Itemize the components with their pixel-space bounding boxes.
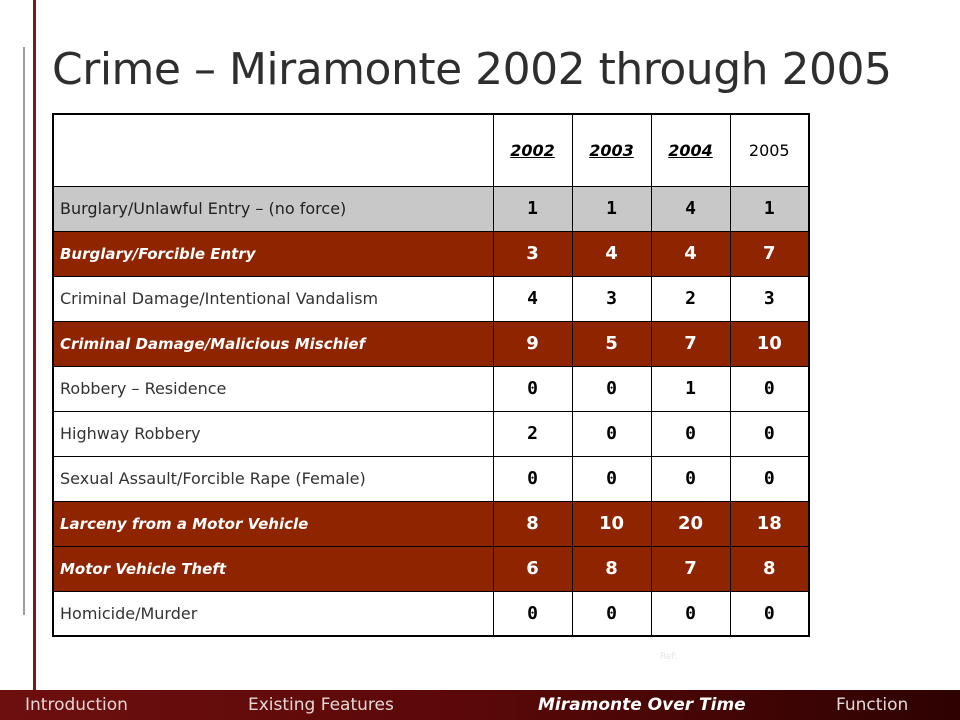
nav-introduction[interactable]: Introduction (25, 695, 128, 715)
table-row (53, 591, 809, 636)
cell-2003: 4 (572, 231, 651, 276)
table-row (53, 501, 809, 546)
table-row (53, 276, 809, 321)
table-row (53, 366, 809, 411)
cell-2005: 10 (730, 321, 809, 366)
row-label: Sexual Assault/Forcible Rape (Female) (53, 456, 493, 501)
cell-2005: 7 (730, 231, 809, 276)
table-row (53, 231, 809, 276)
row-label: Larceny from a Motor Vehicle (53, 501, 493, 546)
cell-2005: 3 (730, 276, 809, 321)
cell-2002: 0 (493, 591, 572, 636)
cell-2003: 3 (572, 276, 651, 321)
cell-2002: 6 (493, 546, 572, 591)
cell-2004: 4 (651, 231, 730, 276)
cell-2002: 0 (493, 456, 572, 501)
cell-2002: 3 (493, 231, 572, 276)
table-row (53, 411, 809, 456)
row-label: Criminal Damage/Intentional Vandalism (53, 276, 493, 321)
cell-2003: 1 (572, 186, 651, 231)
cell-2003: 5 (572, 321, 651, 366)
cell-2002: 4 (493, 276, 572, 321)
table-header-row (53, 114, 809, 186)
row-label: Motor Vehicle Theft (53, 546, 493, 591)
row-label: Burglary/Unlawful Entry – (no force) (53, 186, 493, 231)
crime-table (52, 113, 810, 637)
table-row (53, 456, 809, 501)
row-label: Robbery – Residence (53, 366, 493, 411)
cell-2005: 8 (730, 546, 809, 591)
cell-2004: 4 (651, 186, 730, 231)
year-header-2005: 2005 (730, 114, 809, 186)
cell-2004: 0 (651, 411, 730, 456)
nav-existing-features[interactable]: Existing Features (248, 695, 394, 715)
cell-2003: 8 (572, 546, 651, 591)
year-header-2003: 2003 (572, 114, 651, 186)
cell-2003: 10 (572, 501, 651, 546)
row-label: Burglary/Forcible Entry (53, 231, 493, 276)
row-label: Homicide/Murder (53, 591, 493, 636)
nav-function[interactable]: Function (836, 695, 909, 715)
cell-2003: 0 (572, 456, 651, 501)
cell-2003: 0 (572, 591, 651, 636)
cell-2004: 0 (651, 456, 730, 501)
cell-2004: 2 (651, 276, 730, 321)
cell-2002: 2 (493, 411, 572, 456)
footer-nav-bar (0, 690, 960, 720)
cell-2002: 0 (493, 366, 572, 411)
cell-2005: 0 (730, 591, 809, 636)
table-row (53, 321, 809, 366)
row-label: Criminal Damage/Malicious Mischief (53, 321, 493, 366)
nav-miramonte-over-time[interactable]: Miramonte Over Time (538, 695, 746, 715)
year-header-2004: 2004 (651, 114, 730, 186)
cell-2005: 1 (730, 186, 809, 231)
cell-2002: 8 (493, 501, 572, 546)
cell-2004: 0 (651, 591, 730, 636)
table-row (53, 186, 809, 231)
row-label: Highway Robbery (53, 411, 493, 456)
slide-title: Crime – Miramonte 2002 through 2005 (52, 44, 892, 95)
year-header-2002: 2002 (493, 114, 572, 186)
cell-2003: 0 (572, 411, 651, 456)
reference-note: Ref: (660, 652, 678, 662)
header-blank-cell (53, 114, 493, 186)
cell-2005: 0 (730, 456, 809, 501)
cell-2005: 0 (730, 411, 809, 456)
table-row (53, 546, 809, 591)
left-gray-bar (23, 47, 25, 615)
cell-2005: 0 (730, 366, 809, 411)
left-accent-bar (33, 0, 36, 690)
cell-2003: 0 (572, 366, 651, 411)
cell-2004: 1 (651, 366, 730, 411)
cell-2004: 7 (651, 321, 730, 366)
cell-2004: 7 (651, 546, 730, 591)
cell-2002: 9 (493, 321, 572, 366)
cell-2002: 1 (493, 186, 572, 231)
cell-2004: 20 (651, 501, 730, 546)
cell-2005: 18 (730, 501, 809, 546)
